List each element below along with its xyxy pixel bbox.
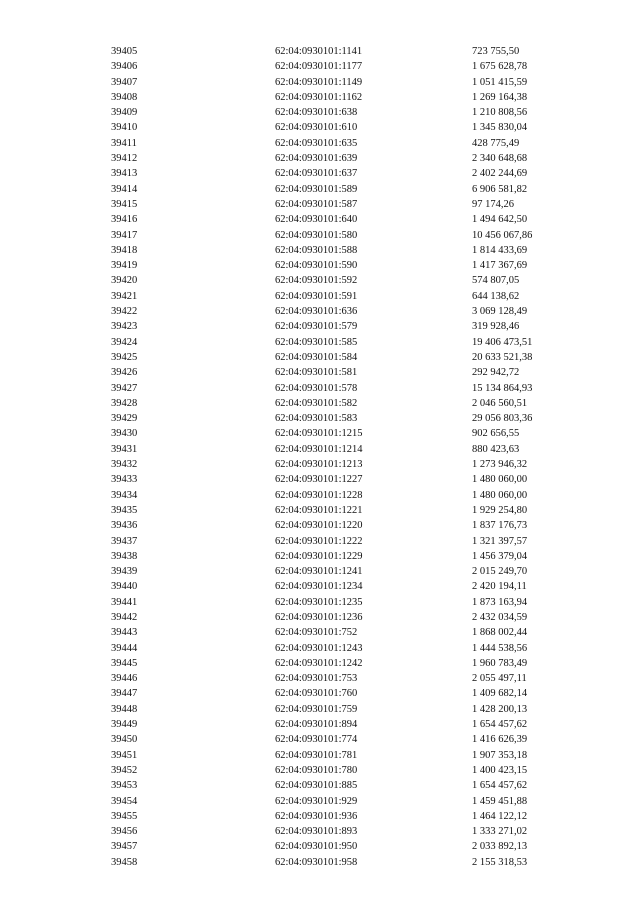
- table-row: [0, 503, 640, 518]
- cadastral-number: 62:04:0930101:1214: [275, 443, 363, 455]
- row-number: 39450: [111, 734, 138, 746]
- cadastral-value: 1 480 060,00: [472, 474, 528, 486]
- row-number: 39410: [111, 122, 138, 134]
- row-number: 39431: [111, 443, 138, 455]
- cadastral-number: 62:04:0930101:894: [275, 719, 358, 731]
- cadastral-number: 62:04:0930101:759: [275, 703, 358, 715]
- table-row: [0, 350, 640, 365]
- table-row: [0, 610, 640, 625]
- cadastral-value: 723 755,50: [472, 46, 520, 57]
- table-row: [0, 595, 640, 610]
- cadastral-value: 2 046 560,51: [472, 397, 528, 409]
- cadastral-value: 15 134 864,93: [472, 382, 533, 394]
- cadastral-number: 62:04:0930101:752: [275, 627, 358, 639]
- table-row: [0, 151, 640, 166]
- table-row: [0, 549, 640, 564]
- cadastral-value: 1 494 642,50: [472, 214, 528, 226]
- cadastral-number: 62:04:0930101:1227: [275, 474, 363, 486]
- row-number: 39454: [111, 795, 138, 807]
- cadastral-value: 1 416 626,39: [472, 734, 528, 746]
- cadastral-value: 880 423,63: [472, 443, 520, 455]
- cadastral-value: 29 056 803,36: [472, 413, 533, 425]
- row-number: 39432: [111, 459, 138, 471]
- row-number: 39417: [111, 229, 138, 241]
- cadastral-number: 62:04:0930101:1241: [275, 566, 363, 578]
- table-row: [0, 381, 640, 396]
- row-number: 39449: [111, 719, 138, 731]
- row-number: 39445: [111, 657, 138, 669]
- table-row: [0, 120, 640, 135]
- cadastral-number: 62:04:0930101:587: [275, 198, 358, 210]
- cadastral-number: 62:04:0930101:929: [275, 795, 358, 807]
- cadastral-value: 1 907 353,18: [472, 749, 528, 761]
- cadastral-number: 62:04:0930101:1228: [275, 489, 363, 501]
- table-row: [0, 564, 640, 579]
- cadastral-value: 2 033 892,13: [472, 841, 528, 853]
- cadastral-number: 62:04:0930101:1242: [275, 657, 363, 669]
- row-number: 39458: [111, 856, 138, 868]
- cadastral-value: 319 928,46: [472, 321, 520, 333]
- row-number: 39424: [111, 336, 138, 348]
- cadastral-number: 62:04:0930101:1222: [275, 535, 363, 547]
- cadastral-value: 97 174,26: [472, 198, 514, 210]
- cadastral-number: 62:04:0930101:1213: [275, 459, 363, 471]
- row-number: 39457: [111, 841, 138, 853]
- table-row: [0, 778, 640, 793]
- cadastral-number: 62:04:0930101:578: [275, 382, 358, 394]
- table-row: [0, 488, 640, 503]
- table-row: [0, 212, 640, 227]
- table-row: [0, 457, 640, 472]
- table-row: [0, 763, 640, 778]
- cadastral-number: 62:04:0930101:585: [275, 336, 358, 348]
- row-number: 39413: [111, 168, 138, 180]
- table-row: [0, 717, 640, 732]
- cadastral-value: 428 775,49: [472, 137, 520, 149]
- cadastral-number: 62:04:0930101:936: [275, 810, 358, 822]
- cadastral-value: 1 960 783,49: [472, 657, 528, 669]
- cadastral-number: 62:04:0930101:588: [275, 244, 358, 256]
- table-row: [0, 59, 640, 74]
- table-row: [0, 166, 640, 181]
- row-number: 39416: [111, 214, 138, 226]
- cadastral-number: 62:04:0930101:780: [275, 764, 358, 776]
- cadastral-number: 62:04:0930101:753: [275, 673, 358, 685]
- cadastral-value: 1 456 379,04: [472, 550, 528, 562]
- cadastral-number: 62:04:0930101:1234: [275, 581, 363, 593]
- table-row: [0, 243, 640, 258]
- table-row: [0, 258, 640, 273]
- cadastral-value: 1 333 271,02: [472, 826, 528, 838]
- cadastral-value: 1 459 451,88: [472, 795, 528, 807]
- cadastral-value: 3 069 128,49: [472, 306, 528, 318]
- table-row: [0, 304, 640, 319]
- cadastral-value: 1 873 163,94: [472, 596, 528, 608]
- table-row: [0, 319, 640, 334]
- table-row: [0, 182, 640, 197]
- row-number: 39437: [111, 535, 138, 547]
- cadastral-value: 6 906 581,82: [472, 183, 528, 195]
- cadastral-number: 62:04:0930101:774: [275, 734, 358, 746]
- row-number: 39421: [111, 290, 138, 302]
- row-number: 39405: [111, 46, 138, 57]
- row-number: 39435: [111, 504, 138, 516]
- row-number: 39451: [111, 749, 138, 761]
- table-row: [0, 396, 640, 411]
- cadastral-value: 644 138,62: [472, 290, 520, 302]
- cadastral-value: 19 406 473,51: [472, 336, 533, 348]
- cadastral-value: 1 409 682,14: [472, 688, 528, 700]
- row-number: 39440: [111, 581, 138, 593]
- row-number: 39438: [111, 550, 138, 562]
- cadastral-value-table: [0, 44, 640, 870]
- table-row: [0, 44, 640, 59]
- cadastral-value: 1 814 433,69: [472, 244, 528, 256]
- cadastral-number: 62:04:0930101:591: [275, 290, 358, 302]
- cadastral-number: 62:04:0930101:581: [275, 367, 358, 379]
- cadastral-number: 62:04:0930101:579: [275, 321, 358, 333]
- row-number: 39408: [111, 91, 138, 103]
- row-number: 39426: [111, 367, 138, 379]
- row-number: 39433: [111, 474, 138, 486]
- table-row: [0, 75, 640, 90]
- table-row: [0, 702, 640, 717]
- cadastral-value: 1 428 200,13: [472, 703, 528, 715]
- cadastral-number: 62:04:0930101:1220: [275, 520, 363, 532]
- table-row: [0, 90, 640, 105]
- cadastral-value: 1 654 457,62: [472, 780, 528, 792]
- cadastral-number: 62:04:0930101:635: [275, 137, 358, 149]
- cadastral-value: 2 340 648,68: [472, 153, 528, 165]
- table-row: [0, 411, 640, 426]
- table-row: [0, 136, 640, 151]
- row-number: 39409: [111, 107, 138, 119]
- row-number: 39436: [111, 520, 138, 532]
- cadastral-number: 62:04:0930101:1162: [275, 91, 363, 103]
- cadastral-value: 1 400 423,15: [472, 764, 528, 776]
- table-row: [0, 228, 640, 243]
- table-row: [0, 197, 640, 212]
- row-number: 39406: [111, 61, 138, 73]
- table-row: [0, 105, 640, 120]
- table-row: [0, 641, 640, 656]
- cadastral-number: 62:04:0930101:893: [275, 826, 358, 838]
- cadastral-value: 20 633 521,38: [472, 351, 533, 363]
- cadastral-number: 62:04:0930101:1215: [275, 428, 363, 440]
- cadastral-value: 1 868 002,44: [472, 627, 528, 639]
- cadastral-number: 62:04:0930101:592: [275, 275, 358, 287]
- table-row: [0, 656, 640, 671]
- cadastral-number: 62:04:0930101:580: [275, 229, 358, 241]
- cadastral-number: 62:04:0930101:1141: [275, 46, 363, 57]
- cadastral-number: 62:04:0930101:637: [275, 168, 358, 180]
- table-row: [0, 518, 640, 533]
- table-row: [0, 748, 640, 763]
- row-number: 39443: [111, 627, 138, 639]
- cadastral-value: 1 345 830,04: [472, 122, 528, 134]
- cadastral-value: 902 656,55: [472, 428, 520, 440]
- row-number: 39412: [111, 153, 138, 165]
- row-number: 39414: [111, 183, 138, 195]
- cadastral-value: 2 015 249,70: [472, 566, 528, 578]
- cadastral-value: 1 480 060,00: [472, 489, 528, 501]
- cadastral-value: 1 321 397,57: [472, 535, 528, 547]
- row-number: 39447: [111, 688, 138, 700]
- table-row: [0, 579, 640, 594]
- row-number: 39427: [111, 382, 138, 394]
- cadastral-number: 62:04:0930101:760: [275, 688, 358, 700]
- row-number: 39411: [111, 137, 137, 149]
- table-row: [0, 365, 640, 380]
- row-number: 39452: [111, 764, 138, 776]
- table-row: [0, 335, 640, 350]
- row-number: 39418: [111, 244, 138, 256]
- cadastral-value: 292 942,72: [472, 367, 520, 379]
- cadastral-value: 1 269 164,38: [472, 91, 528, 103]
- row-number: 39429: [111, 413, 138, 425]
- cadastral-number: 62:04:0930101:583: [275, 413, 358, 425]
- table-row: [0, 625, 640, 640]
- cadastral-number: 62:04:0930101:582: [275, 397, 358, 409]
- table-row: [0, 534, 640, 549]
- cadastral-number: 62:04:0930101:1236: [275, 611, 363, 623]
- row-number: 39415: [111, 198, 138, 210]
- table-row: [0, 442, 640, 457]
- cadastral-value: 1 929 254,80: [472, 504, 528, 516]
- cadastral-number: 62:04:0930101:610: [275, 122, 358, 134]
- cadastral-value: 574 807,05: [472, 275, 520, 287]
- cadastral-value: 2 420 194,11: [472, 581, 527, 593]
- cadastral-value: 2 432 034,59: [472, 611, 528, 623]
- table-row: [0, 273, 640, 288]
- cadastral-number: 62:04:0930101:640: [275, 214, 358, 226]
- cadastral-value: 1 210 808,56: [472, 107, 528, 119]
- table-row: [0, 686, 640, 701]
- table-row: [0, 671, 640, 686]
- row-number: 39441: [111, 596, 138, 608]
- cadastral-number: 62:04:0930101:1235: [275, 596, 363, 608]
- row-number: 39446: [111, 673, 138, 685]
- table-row: [0, 839, 640, 854]
- cadastral-value: 1 654 457,62: [472, 719, 528, 731]
- cadastral-number: 62:04:0930101:1243: [275, 642, 363, 654]
- row-number: 39407: [111, 76, 138, 88]
- row-number: 39420: [111, 275, 138, 287]
- cadastral-number: 62:04:0930101:636: [275, 306, 358, 318]
- row-number: 39442: [111, 611, 138, 623]
- cadastral-value: 2 055 497,11: [472, 673, 527, 685]
- cadastral-number: 62:04:0930101:590: [275, 260, 358, 272]
- table-row: [0, 472, 640, 487]
- cadastral-value: 1 464 122,12: [472, 810, 528, 822]
- row-number: 39430: [111, 428, 138, 440]
- row-number: 39444: [111, 642, 138, 654]
- cadastral-value: 1 444 538,56: [472, 642, 528, 654]
- cadastral-number: 62:04:0930101:958: [275, 856, 358, 868]
- row-number: 39428: [111, 397, 138, 409]
- cadastral-number: 62:04:0930101:885: [275, 780, 358, 792]
- row-number: 39419: [111, 260, 138, 272]
- cadastral-number: 62:04:0930101:1229: [275, 550, 363, 562]
- table-row: [0, 794, 640, 809]
- cadastral-number: 62:04:0930101:589: [275, 183, 358, 195]
- table-row: [0, 809, 640, 824]
- cadastral-value: 1 051 415,59: [472, 76, 528, 88]
- row-number: 39425: [111, 351, 138, 363]
- cadastral-number: 62:04:0930101:781: [275, 749, 358, 761]
- cadastral-number: 62:04:0930101:950: [275, 841, 358, 853]
- cadastral-number: 62:04:0930101:639: [275, 153, 358, 165]
- table-row: [0, 289, 640, 304]
- cadastral-number: 62:04:0930101:1149: [275, 76, 363, 88]
- cadastral-number: 62:04:0930101:1221: [275, 504, 363, 516]
- table-row: [0, 824, 640, 839]
- row-number: 39455: [111, 810, 138, 822]
- row-number: 39456: [111, 826, 138, 838]
- cadastral-value: 1 675 628,78: [472, 61, 528, 73]
- row-number: 39434: [111, 489, 138, 501]
- cadastral-number: 62:04:0930101:1177: [275, 61, 363, 73]
- table-row: [0, 855, 640, 870]
- table-row: [0, 426, 640, 441]
- cadastral-value: 1 273 946,32: [472, 459, 528, 471]
- cadastral-value: 1 837 176,73: [472, 520, 528, 532]
- row-number: 39448: [111, 703, 138, 715]
- row-number: 39422: [111, 306, 138, 318]
- row-number: 39423: [111, 321, 138, 333]
- cadastral-value: 2 402 244,69: [472, 168, 528, 180]
- cadastral-value: 10 456 067,86: [472, 229, 533, 241]
- row-number: 39453: [111, 780, 138, 792]
- cadastral-number: 62:04:0930101:584: [275, 351, 358, 363]
- cadastral-number: 62:04:0930101:638: [275, 107, 358, 119]
- row-number: 39439: [111, 566, 138, 578]
- table-row: [0, 732, 640, 747]
- cadastral-value: 2 155 318,53: [472, 856, 528, 868]
- cadastral-value: 1 417 367,69: [472, 260, 528, 272]
